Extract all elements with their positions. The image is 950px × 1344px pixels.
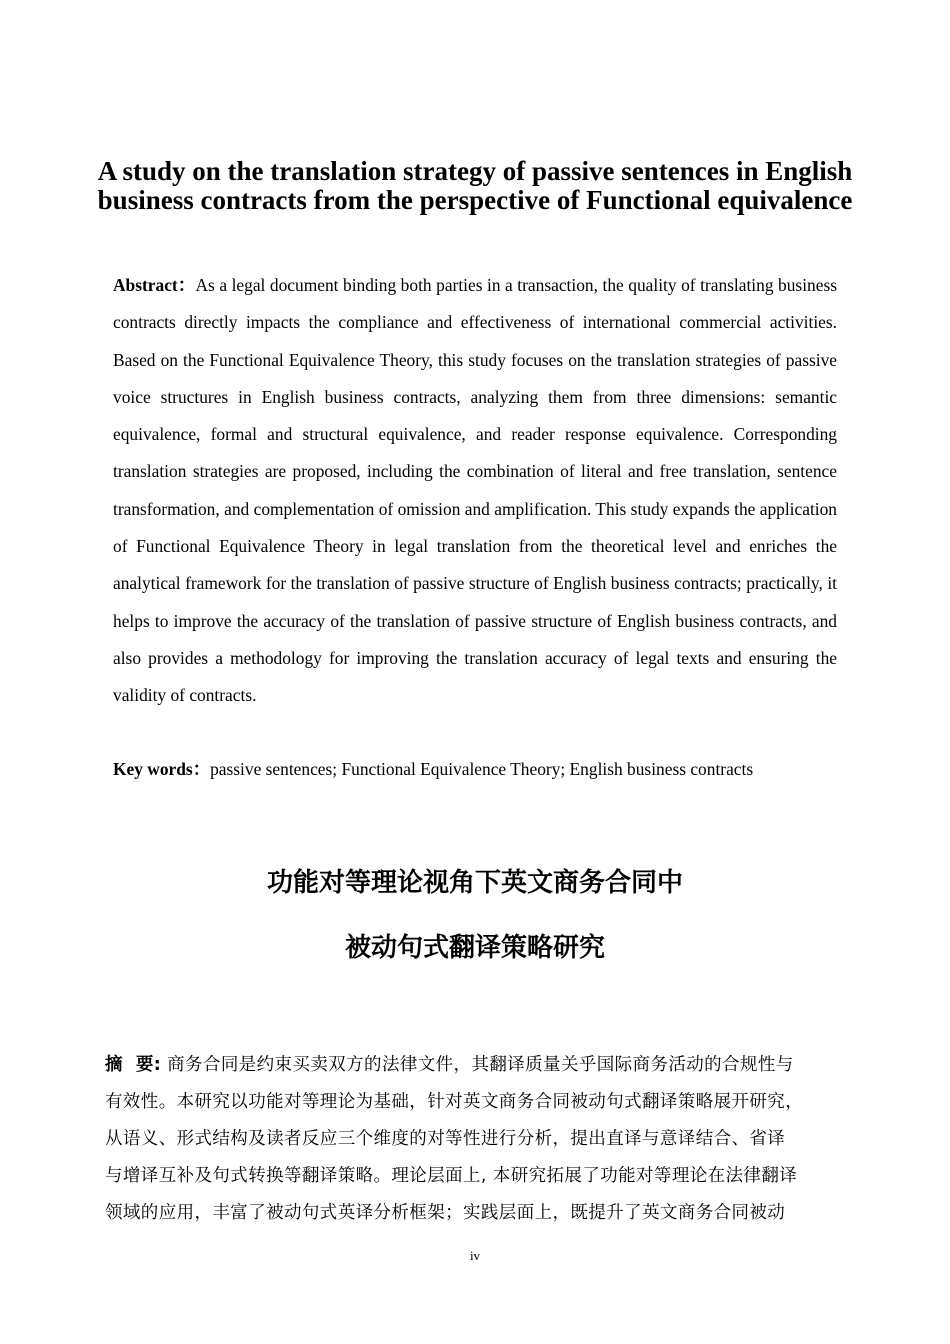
chinese-abstract-text: 商务合同是约束买卖双方的法律文件，其翻译质量关乎国际商务活动的合规性与 (167, 1055, 794, 1075)
chinese-abstract-label: 摘 要: (105, 1055, 162, 1075)
chinese-abstract-line: 从语义、形式结构及读者反应三个维度的对等性进行分析，提出直译与意译结合、省译 (105, 1129, 786, 1149)
keywords-label: Key words： (113, 759, 211, 779)
chinese-title-line-2: 被动句式翻译策略研究 (344, 933, 605, 963)
page-number: iv (469, 1248, 481, 1263)
chinese-abstract-line: 有效性。本研究以功能对等理论为基础，针对英文商务合同被动句式翻译策略展开研究， (105, 1092, 804, 1112)
chinese-abstract-line: 领域的应用，丰富了被动句式英译分析框架；实践层面上，既提升了英文商务合同被动 (105, 1203, 786, 1223)
english-title: A study on the translation strategy of passive sentences in English business contracts from the perspective of Functional equivalence (97, 156, 853, 215)
abstract-text: As a legal document binding both parties in a transaction, the quality of translating business contracts directly impacts the compliance and effectiveness of international commercial activities. Based on the Functional Equivalence Theory, this study focuses on the translation strategies of passive voice structures in English business contracts, analyzing them from three dimensions: semantic equivalence, formal and structural equivalence, and reader response equivalence. Corresponding translation strategies are proposed, including the combination of literal and free translation, sentence transformation, and complementation of omission and amplification. This study expands the application of Functional Equivalence Theory in legal translation from the theoretical level and enriches the analytical framework for the translation of passive structure of English business contracts; practically, it helps to improve the accuracy of the translation of passive structure of English business contracts, and also provides a methodology for improving the translation accuracy of legal texts and ensuring the validity of contracts. (113, 275, 837, 706)
chinese-abstract-line: 与增译互补及句式转换等翻译策略。理论层面上, 本研究拓展了功能对等理论在法律翻译 (105, 1166, 798, 1186)
keywords-text: passive sentences; Functional Equivalence Theory; English business contracts (210, 759, 754, 779)
chinese-abstract (105, 1047, 850, 1232)
english-keywords (113, 751, 753, 788)
abstract-label: Abstract： (113, 275, 196, 295)
english-abstract (113, 267, 837, 715)
chinese-abstract-line (105, 1047, 850, 1084)
chinese-title-line-1: 功能对等理论视角下英文商务合同中 (266, 868, 683, 898)
